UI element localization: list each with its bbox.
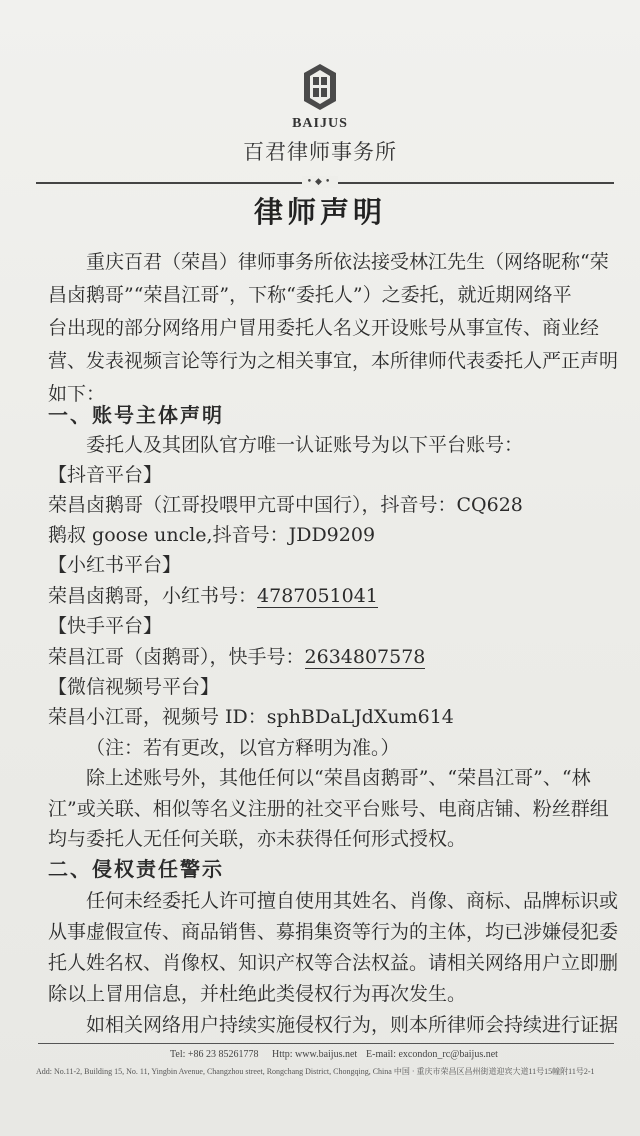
xiaohongshu-account-label: 荣昌卤鹅哥，小红书号：	[48, 585, 258, 607]
kuaishou-account-label: 荣昌江哥（卤鹅哥），快手号：	[48, 646, 305, 668]
intro-line: 重庆百君（荣昌）律师事务所依法接受林江先生（网络昵称“荣	[86, 251, 609, 273]
brand-name-en: BAIJUS	[292, 116, 348, 131]
footer-website: Http: www.baijus.net	[272, 1049, 358, 1060]
section1-lead: 委托人及其团队官方唯一认证账号为以下平台账号：	[86, 434, 524, 456]
closing-line: 如相关网络用户持续实施侵权行为，则本所律师会持续进行证据	[86, 1014, 619, 1036]
douyin-account-1: 荣昌卤鹅哥（江哥投喂甲亢哥中国行），抖音号：CQ628	[48, 494, 523, 516]
section1-heading: 一、账号主体声明	[48, 403, 224, 427]
disclaimer-line: 均与委托人无任何关联，亦未获得任何形式授权。	[48, 828, 467, 850]
footer-divider	[38, 1043, 614, 1044]
footer-tel: Tel: +86 23 85261778	[170, 1049, 259, 1060]
warning-line: 从事虚假宣传、商品销售、募捐集资等行为的主体，均已涉嫌侵犯委	[48, 921, 619, 943]
xiaohongshu-account	[48, 584, 378, 608]
footer-email: E-mail: excondon_rc@baijus.net	[366, 1049, 498, 1060]
section2-heading: 二、侵权责任警示	[48, 857, 224, 881]
warning-line: 任何未经委托人许可擅自使用其姓名、肖像、商标、品牌标识或	[86, 890, 619, 912]
wechat-channels-platform-header: 【微信视频号平台】	[48, 676, 220, 698]
xiaohongshu-account-id: 4787051041	[257, 585, 378, 607]
disclaimer-line: 除上述账号外，其他任何以“荣昌卤鹅哥”、“荣昌江哥”、“林	[86, 767, 591, 789]
wechat-channels-account: 荣昌小江哥，视频号 ID：sphBDaLJdXum614	[48, 706, 454, 728]
baijus-logo-icon	[302, 62, 338, 112]
xiaohongshu-platform-header: 【小红书平台】	[48, 554, 182, 576]
intro-line: 营、发表视频言论等行为之相关事宜，本所律师代表委托人严正声明	[48, 350, 619, 372]
intro-line: 台出现的部分网络用户冒用委托人名义开设账号从事宣传、商业经	[48, 317, 600, 339]
kuaishou-account	[48, 645, 425, 669]
disclaimer-line: 江”或关联、相似等名义注册的社交平台账号、电商店铺、粉丝群组	[48, 798, 609, 820]
warning-line: 除以上冒用信息，并杜绝此类侵权行为再次发生。	[48, 983, 467, 1005]
firm-logo	[0, 62, 640, 116]
note-line: （注：若有更改，以官方释明为准。）	[86, 737, 400, 759]
kuaishou-account-id: 2634807578	[304, 646, 426, 668]
intro-line: 如下：	[48, 383, 106, 405]
brand-name-cn: 百君律师事务所	[243, 140, 397, 164]
document-title: 律师声明	[253, 195, 386, 229]
divider-ornament: •◆•	[302, 176, 338, 188]
footer-address: Add: No.11-2, Building 15, No. 11, Yingbin Avenue, Changzhou street, Rongchang District, Chongqing, China 中国 · 重庆市荣昌区昌州街道迎宾大道11号15幢附11号2-1	[36, 1067, 595, 1076]
douyin-platform-header: 【抖音平台】	[48, 464, 163, 486]
intro-line: 昌卤鹅哥”“荣昌江哥”，下称“委托人”）之委托，就近期网络平	[48, 284, 572, 306]
kuaishou-platform-header: 【快手平台】	[48, 615, 163, 637]
douyin-account-2: 鹅叔 goose uncle,抖音号：JDD9209	[48, 524, 376, 546]
warning-line: 托人姓名权、肖像权、知识产权等合法权益。请相关网络用户立即删	[48, 952, 619, 974]
